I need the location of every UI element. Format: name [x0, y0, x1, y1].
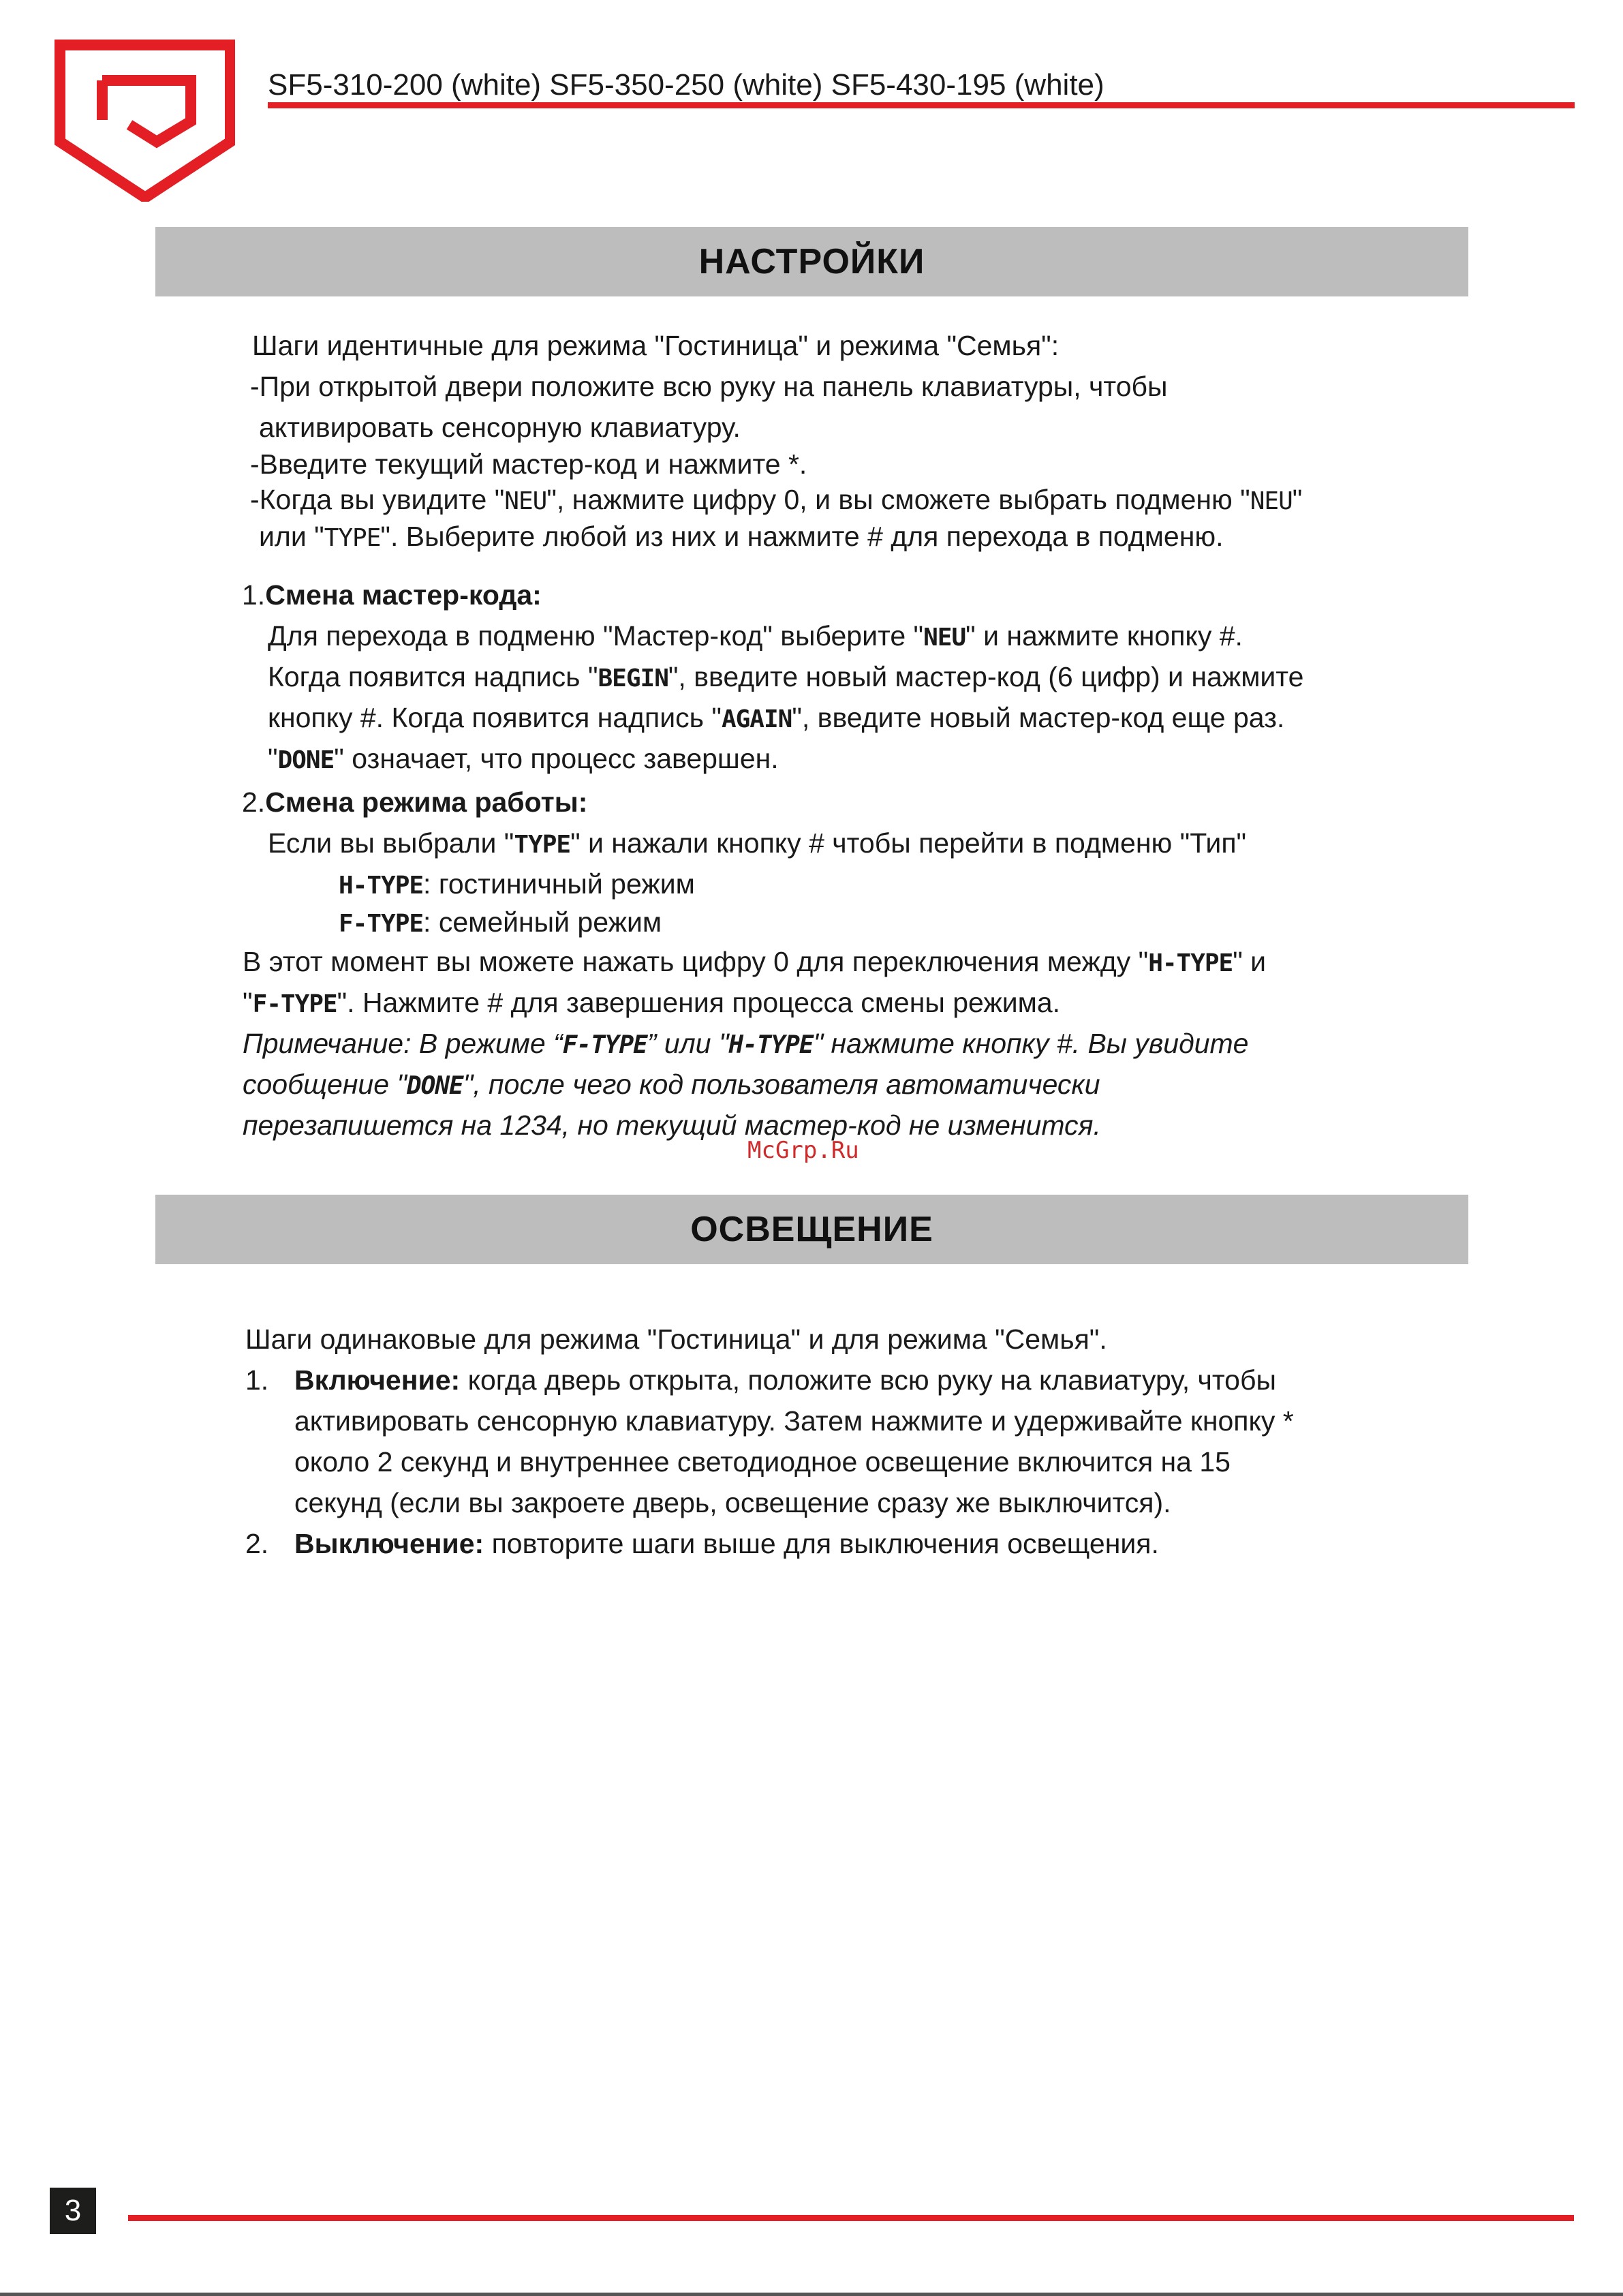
- page-number: 3: [50, 2188, 96, 2234]
- lcd-ftype-label: F-TYPE: [339, 910, 424, 938]
- lcd-done-label: DONE: [277, 746, 335, 774]
- mode-htype-line: H-TYPE: гостиничный режим: [339, 868, 695, 900]
- lighting-item-2-num: 2.: [245, 1528, 269, 1559]
- settings-intro: Шаги идентичные для режима "Гостиница" и режима "Семья":: [252, 330, 1060, 361]
- master-code-line-4: "DONE" означает, что процесс завершен.: [268, 743, 779, 774]
- mode-note-line-3: перезапишется на 1234, но текущий мастер-код не изменится.: [243, 1109, 1101, 1141]
- shield-logo-icon: [55, 40, 235, 202]
- mode-line-4: В этот момент вы можете нажать цифру 0 для переключения между "H-TYPE" и: [243, 946, 1267, 977]
- lcd-htype-label: H-TYPE: [728, 1031, 814, 1059]
- lcd-ftype-label: F-TYPE: [252, 990, 337, 1018]
- mode-line-1: Если вы выбрали "TYPE" и нажали кнопку # чтобы перейти в подменю "Тип": [268, 827, 1247, 859]
- settings-step-3a: -Когда вы увидите "NEU", нажмите цифру 0, и вы сможете выбрать подменю "NEU": [250, 484, 1303, 515]
- lighting-item-1-line-2: активировать сенсорную клавиатуру. Затем нажмите и удерживайте кнопку *: [294, 1405, 1294, 1437]
- lcd-ftype-label: F-TYPE: [562, 1031, 647, 1059]
- mode-heading: 2.Смена режима работы:: [242, 786, 588, 818]
- lcd-type-label: TYPE: [514, 831, 571, 859]
- page-bottom-edge: [0, 2293, 1623, 2296]
- mode-ftype-line: F-TYPE: семейный режим: [339, 906, 662, 938]
- footer-divider: [128, 2215, 1574, 2221]
- lighting-item-1-line-4: секунд (если вы закроете дверь, освещение сразу же выключится).: [294, 1487, 1171, 1518]
- lighting-section-title: ОСВЕЩЕНИЕ: [690, 1210, 933, 1249]
- mode-line-5: "F-TYPE". Нажмите # для завершения процесса смены режима.: [243, 987, 1061, 1018]
- master-code-line-1: Для перехода в подменю "Мастер-код" выберите "NEU" и нажмите кнопку #.: [268, 620, 1243, 652]
- mode-note-line-2: сообщение "DONE", после чего код пользователя автоматически: [243, 1069, 1100, 1100]
- lighting-section-bar: [155, 1195, 1468, 1264]
- lighting-item-1-line-1: Включение: когда дверь открыта, положите всю руку на клавиатуру, чтобы: [294, 1364, 1276, 1396]
- mode-note-line-1: Примечание: В режиме “F-TYPE” или "H-TYPE" нажмите кнопку #. Вы увидите: [243, 1028, 1249, 1059]
- lighting-item-2-line: Выключение: повторите шаги выше для выключения освещения.: [294, 1528, 1159, 1559]
- master-code-heading: 1.Смена мастер-кода:: [242, 579, 542, 611]
- master-code-line-2: Когда появится надпись "BEGIN", введите новый мастер-код (6 цифр) и нажмите: [268, 661, 1304, 692]
- lcd-done-label: DONE: [406, 1072, 463, 1100]
- watermark: McGrp.Ru: [747, 1137, 859, 1164]
- header-title: SF5-310-200 (white) SF5-350-250 (white) SF5-430-195 (white): [268, 68, 1104, 102]
- settings-step-1b: активировать сенсорную клавиатуру.: [259, 412, 741, 443]
- settings-section-bar: [155, 227, 1468, 296]
- lcd-htype-label: H-TYPE: [1148, 949, 1233, 977]
- lcd-htype-label: H-TYPE: [339, 872, 424, 900]
- master-code-line-3: кнопку #. Когда появится надпись "AGAIN", введите новый мастер-код еще раз.: [268, 702, 1285, 733]
- lcd-type-label: TYPE: [324, 524, 381, 552]
- lighting-item-1-num: 1.: [245, 1364, 269, 1396]
- header-divider: [268, 102, 1575, 108]
- lcd-begin-label: BEGIN: [598, 664, 668, 692]
- lcd-new-label: NEU: [504, 487, 547, 515]
- settings-section-title: НАСТРОЙКИ: [698, 242, 925, 281]
- lcd-new-label: NEU: [1250, 487, 1293, 515]
- settings-step-2: -Введите текущий мастер-код и нажмите *.: [250, 448, 807, 480]
- settings-step-3b: или "TYPE". Выберите любой из них и нажмите # для перехода в подменю.: [259, 521, 1224, 552]
- lighting-item-1-line-3: около 2 секунд и внутреннее светодиодное освещение включится на 15: [294, 1446, 1231, 1478]
- lcd-again-label: AGAIN: [721, 705, 792, 733]
- lcd-new-label: NEU: [923, 624, 966, 652]
- lighting-intro: Шаги одинаковые для режима "Гостиница" и для режима "Семья".: [245, 1323, 1107, 1355]
- settings-step-1a: -При открытой двери положите всю руку на панель клавиатуры, чтобы: [250, 371, 1168, 402]
